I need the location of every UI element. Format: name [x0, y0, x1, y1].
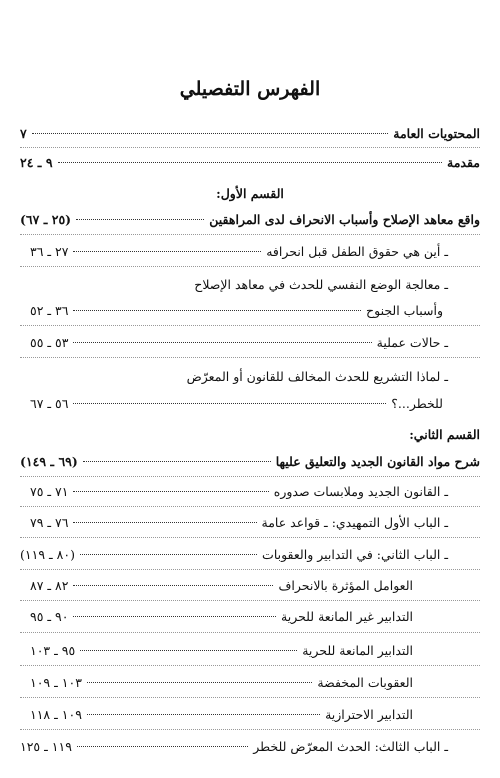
toc-entry-label: ـ أين هي حقوق الطفل قبل انحرافه [266, 244, 448, 259]
toc-entry-label: وأسباب الجنوح [366, 303, 443, 318]
dot-leader [73, 403, 386, 404]
dot-leader [73, 491, 268, 492]
dot-leader [73, 616, 276, 617]
toc-entry-p2-c4 [30, 672, 413, 694]
toc-entry-pages: ٩٥ ـ ١٠٣ [30, 643, 76, 658]
toc-entry-pages: ٣٦ ـ ٥٢ [30, 303, 69, 318]
part-two-heading: القسم الثاني: [409, 427, 480, 442]
divider [20, 537, 480, 538]
toc-entry-pages: ٩ ـ ٢٤ [20, 155, 53, 170]
toc-entry-label: ـ حالات عملية [376, 335, 448, 350]
divider [20, 600, 480, 601]
dot-leader [73, 251, 261, 252]
part-one-heading: القسم الأول: [216, 186, 284, 201]
dot-leader [80, 650, 297, 651]
divider [20, 147, 480, 148]
toc-entry-pages: ١٠٩ ـ ١١٨ [30, 707, 82, 722]
toc-entry-label: العقوبات المخفضة [317, 675, 413, 690]
dot-leader [73, 522, 256, 523]
dot-leader [73, 342, 371, 343]
toc-entry-p1-b [30, 300, 443, 322]
toc-entry-p1-a [30, 241, 448, 263]
toc-entry-part1-title [20, 209, 480, 231]
toc-entry-pages: ٥٦ ـ ٦٧ [30, 396, 69, 411]
toc-entry-pages: (٢٥ ـ ٦٧) [20, 212, 72, 227]
page-title: الفهرس التفصيلي [179, 78, 321, 100]
toc-entry-p1-c [30, 332, 448, 354]
toc-entry-general [20, 123, 480, 145]
divider [20, 476, 480, 477]
toc-entry-label: ـ الباب الأول التمهيدي: ـ قواعد عامة [261, 515, 448, 530]
dot-leader [73, 310, 361, 311]
toc-entry-p2-c2 [30, 606, 413, 628]
toc-entry-label: التدابير المانعة للحرية [302, 643, 413, 658]
toc-entry-label: المحتويات العامة [393, 126, 480, 141]
divider [20, 697, 480, 698]
divider [20, 266, 480, 267]
toc-entry-label: التدابير الاحترازية [325, 707, 413, 722]
toc-entry-label: شرح مواد القانون الجديد والتعليق عليها [275, 454, 480, 469]
dot-leader [83, 461, 271, 462]
toc-entry-p2-b [30, 512, 448, 534]
toc-entry-p1-d-line1: ـ لماذا التشريع للحدث المخالف للقانون أو المعرّض [186, 369, 448, 384]
divider [20, 569, 480, 570]
toc-entry-pages: ٧ [20, 126, 27, 141]
toc-entry-p2-c5 [30, 704, 413, 726]
dot-leader [32, 133, 389, 134]
dot-leader [87, 682, 313, 683]
dot-leader [80, 554, 257, 555]
dot-leader [87, 714, 320, 715]
divider [20, 234, 480, 235]
divider [20, 632, 480, 633]
divider [20, 325, 480, 326]
divider [20, 729, 480, 730]
divider [20, 506, 480, 507]
dot-leader [73, 585, 273, 586]
toc-entry-p2-a [30, 481, 448, 503]
dot-leader [77, 746, 248, 747]
dot-leader [76, 219, 204, 220]
divider [20, 665, 480, 666]
toc-entry-pages: ٧١ ـ ٧٥ [30, 484, 69, 499]
toc-entry-label: ـ القانون الجديد وملابسات صدوره [273, 484, 448, 499]
divider [20, 357, 480, 358]
toc-entry-intro [20, 152, 480, 174]
toc-entry-pages: (٦٩ ـ ١٤٩) [20, 454, 78, 469]
toc-entry-label: ـ الباب الثالث: الحدث المعرّض للخطر [253, 739, 448, 754]
toc-entry-label: ـ الباب الثاني: في التدابير والعقوبات [262, 547, 448, 562]
toc-entry-pages: ١١٩ ـ ١٢٥ [20, 739, 72, 754]
toc-entry-p2-c3 [30, 640, 413, 662]
toc-entry-pages: ٢٧ ـ ٣٦ [30, 244, 69, 259]
toc-entry-p2-c1 [30, 575, 413, 597]
toc-entry-pages: ٥٣ ـ ٥٥ [30, 335, 69, 350]
toc-entry-p1-d [30, 393, 443, 415]
toc-entry-p1-b-line1: ـ معالجة الوضع النفسي للحدث في معاهد الإصلاح [194, 277, 448, 292]
toc-entry-p2-d [20, 736, 448, 758]
toc-entry-pages: ١٠٣ ـ ١٠٩ [30, 675, 82, 690]
toc-entry-label: التدابير غير المانعة للحرية [281, 609, 413, 624]
toc-entry-pages: ٧٦ ـ ٧٩ [30, 515, 69, 530]
toc-entry-label: مقدمة [447, 155, 480, 170]
toc-entry-part2-title [20, 451, 480, 473]
toc-entry-label: العوامل المؤثرة بالانحراف [278, 578, 413, 593]
dot-leader [58, 162, 442, 163]
toc-entry-pages: (٨٠ ـ ١١٩) [20, 547, 75, 562]
toc-entry-label: واقع معاهد الإصلاح وأسباب الانحراف لدى المراهقين [209, 212, 480, 227]
toc-entry-p2-c [20, 544, 448, 566]
toc-entry-label: للخطر...؟ [391, 396, 443, 411]
toc-entry-pages: ٨٢ ـ ٨٧ [30, 578, 69, 593]
toc-entry-pages: ٩٠ ـ ٩٥ [30, 609, 69, 624]
